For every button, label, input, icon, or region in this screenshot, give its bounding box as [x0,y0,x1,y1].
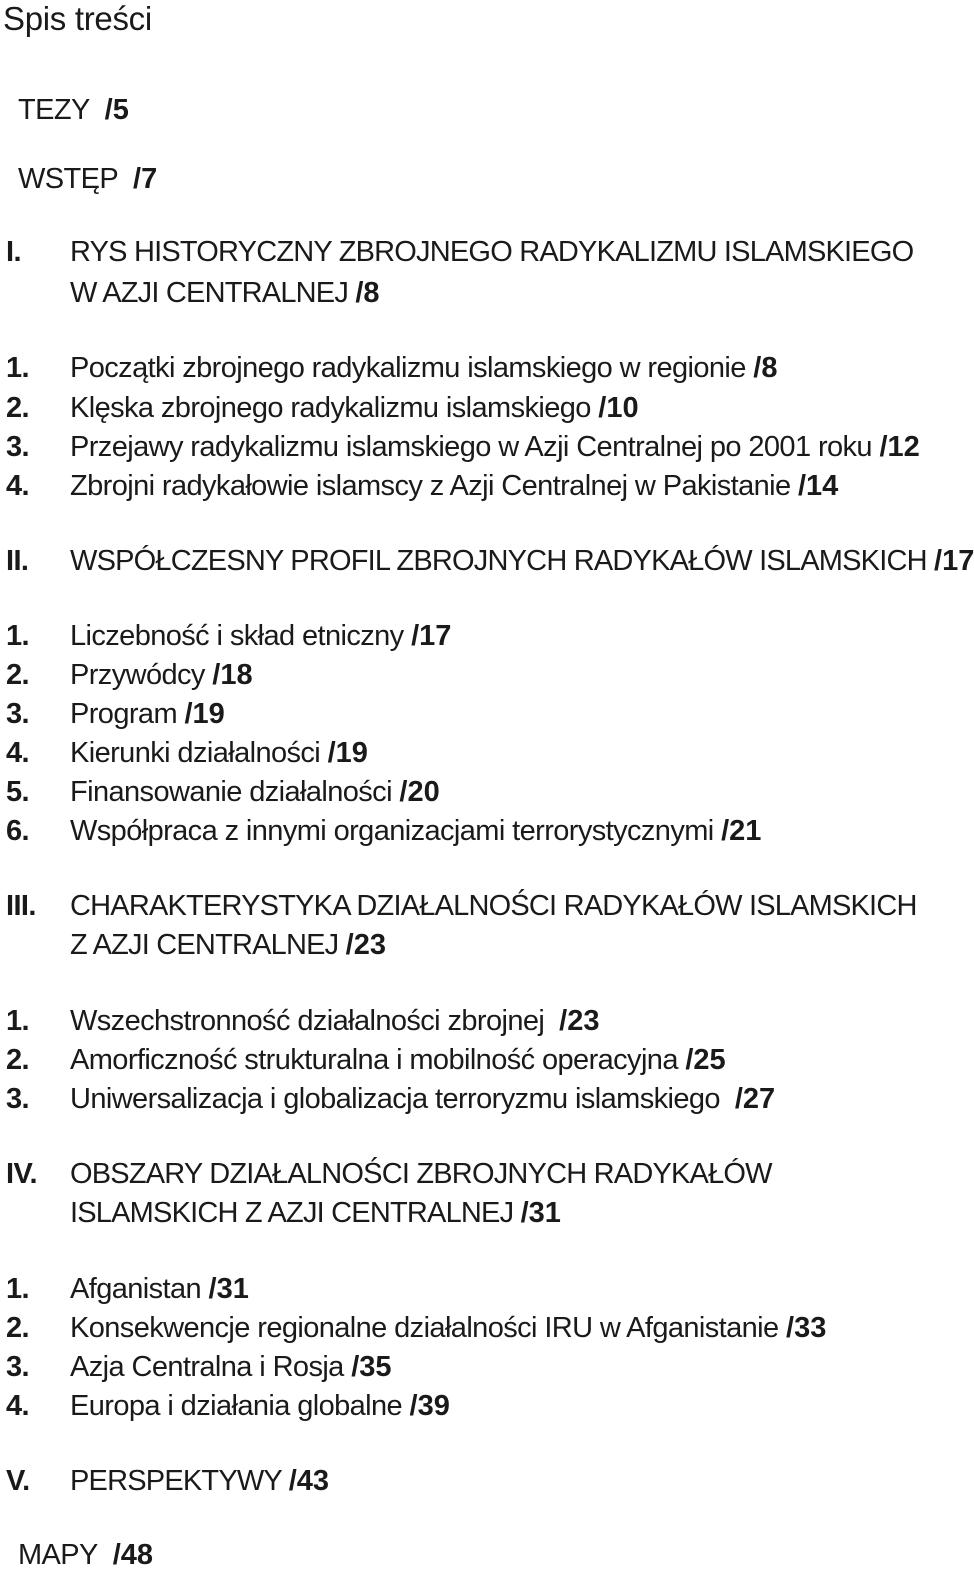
item-number: 2. [6,1312,29,1344]
toc-page-number: /19 [327,737,368,769]
toc-page-number: /33 [786,1312,827,1344]
item-number: 4. [6,1390,29,1422]
toc-page-number: /20 [399,776,440,808]
item-number: 2. [6,659,29,691]
toc-page-number: /48 [112,1539,154,1571]
item-label: Współpraca z innymi organizacjami terrorystycznymi [70,815,714,847]
item-label: Liczebność i skład etniczny [70,620,404,652]
item-label: Przywódcy [70,659,205,691]
item-number: 1. [6,620,29,652]
toc-page-number: /8 [753,352,778,384]
toc-page-number: /8 [355,277,380,309]
toc-page-number: /21 [721,815,762,847]
item-label: Afganistan [70,1273,202,1305]
page-title: Spis treści [3,0,152,37]
item-number: 3. [6,698,29,730]
item-number: 3. [6,1083,29,1115]
toc-page-number: /17 [411,620,452,652]
section-title: W AZJI CENTRALNEJ [70,277,349,309]
toc-page-number: /35 [351,1351,392,1383]
toc-entry-label: TEZY [18,94,90,126]
toc-page-number: /12 [879,431,920,463]
toc-page-number: /5 [104,94,129,126]
item-label: Wszechstronność działalności zbrojnej [70,1005,545,1037]
section-number: IV. [6,1158,37,1190]
toc-page-number: /39 [409,1390,450,1422]
toc-page-number: /27 [734,1083,776,1115]
item-number: 4. [6,470,29,502]
item-number: 3. [6,431,29,463]
item-label: Przejawy radykalizmu islamskiego w Azji Centralnej po 2001 roku [70,431,872,463]
item-number: 1. [6,1273,29,1305]
section-number: II. [6,545,29,577]
item-label: Konsekwencje regionalne działalności IRU w Afganistanie [70,1312,779,1344]
item-number: 4. [6,737,29,769]
item-label: Kierunki działalności [70,737,321,769]
section-number: V. [6,1465,30,1497]
section-title: Z AZJI CENTRALNEJ [70,929,339,961]
section-title: OBSZARY DZIAŁALNOŚCI ZBROJNYCH RADYKAŁÓW [70,1158,772,1190]
toc-page-number: /25 [685,1044,726,1076]
toc-page-number: /43 [288,1465,330,1497]
section-number: III. [6,890,36,922]
toc-page-number: /10 [598,392,639,424]
item-label: Finansowanie działalności [70,776,392,808]
item-label: Program [70,698,177,730]
item-label: Amorficzność strukturalna i mobilność operacyjna [70,1044,678,1076]
item-label: Azja Centralna i Rosja [70,1351,344,1383]
toc-page-number: /18 [212,659,253,691]
section-title: ISLAMSKICH Z AZJI CENTRALNEJ [70,1197,514,1229]
toc-entry-label: MAPY [18,1539,98,1571]
toc-page-number: /19 [184,698,225,730]
section-title: PERSPEKTYWY [70,1465,282,1497]
toc-page-number: /23 [559,1005,600,1037]
item-number: 1. [6,352,29,384]
item-number: 1. [6,1005,29,1037]
item-number: 2. [6,1044,29,1076]
item-number: 2. [6,392,29,424]
section-number: I. [6,236,21,268]
section-title: CHARAKTERYSTYKA DZIAŁALNOŚCI RADYKAŁÓW ISLAMSKICH [70,890,917,922]
toc-page-number: /14 [797,470,839,502]
toc-page-number: /23 [345,929,386,961]
toc-page-number: /31 [208,1273,249,1305]
item-label: Klęska zbrojnego radykalizmu islamskiego [70,392,591,424]
item-label: Europa i działania globalne [70,1390,403,1422]
item-number: 3. [6,1351,29,1383]
section-title: WSPÓŁCZESNY PROFIL ZBROJNYCH RADYKAŁÓW ISLAMSKICH [70,545,927,577]
toc-entry-label: WSTĘP [18,163,119,195]
toc-page-number: /7 [133,163,158,195]
item-number: 5. [6,776,29,808]
item-label: Uniwersalizacja i globalizacja terroryzmu islamskiego [70,1083,720,1115]
section-title: RYS HISTORYCZNY ZBROJNEGO RADYKALIZMU ISLAMSKIEGO [70,236,914,268]
item-number: 6. [6,815,29,847]
toc-page-number: /31 [520,1197,561,1229]
toc-page-number: /17 [934,545,974,577]
item-label: Zbrojni radykałowie islamscy z Azji Centralnej w Pakistanie [70,470,791,502]
item-label: Początki zbrojnego radykalizmu islamskiego w regionie [70,352,746,384]
